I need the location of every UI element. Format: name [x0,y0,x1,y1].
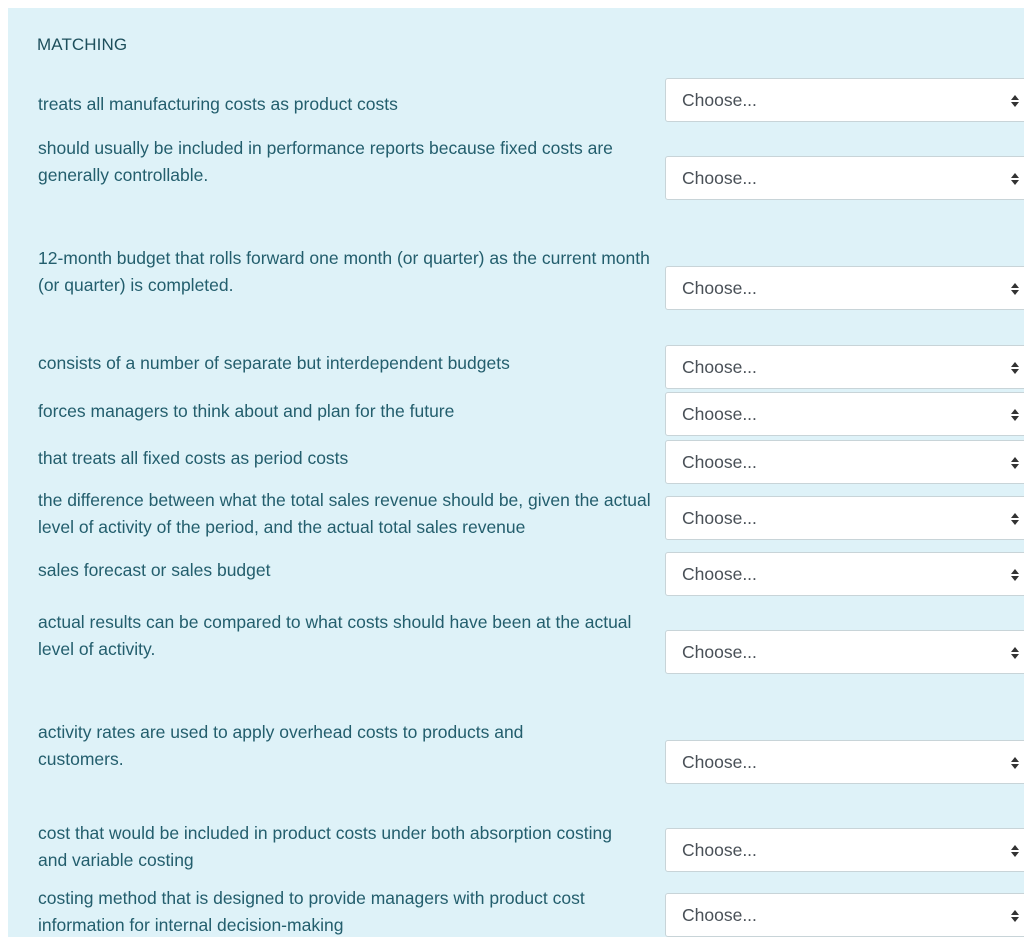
select-value: Choose... [682,168,757,188]
matching-question-panel [8,8,1024,937]
matching-item-text: treats all manufacturing costs as product costs [38,94,398,114]
select-caret-icon [1010,567,1020,583]
matching-answer-select[interactable] [665,440,1024,484]
select-caret-icon [1010,281,1020,297]
matching-item-text: actual results can be compared to what costs should have been at the actual level of activity. [38,612,632,659]
select-caret-icon [1010,407,1020,423]
matching-answer-select[interactable] [665,266,1024,310]
matching-answer-select[interactable] [665,893,1024,937]
select-value: Choose... [682,404,757,424]
matching-answer-select[interactable] [665,78,1024,122]
select-caret-icon [1010,93,1020,109]
select-caret-icon [1010,511,1020,527]
matching-answer-select[interactable] [665,740,1024,784]
select-caret-icon [1010,755,1020,771]
matching-answer-select[interactable] [665,828,1024,872]
matching-item-text: activity rates are used to apply overhead costs to products and customers. [38,722,524,769]
select-caret-icon [1010,360,1020,376]
select-value: Choose... [682,840,757,860]
matching-answer-select[interactable] [665,345,1024,389]
select-caret-icon [1010,171,1020,187]
matching-item-text: that treats all fixed costs as period costs [38,448,349,468]
select-caret-icon [1010,645,1020,661]
select-value: Choose... [682,452,757,472]
select-value: Choose... [682,357,757,377]
select-value: Choose... [682,642,757,662]
select-caret-icon [1010,455,1020,471]
select-caret-icon [1010,843,1020,859]
matching-item-text: costing method that is designed to provide managers with product cost information for internal decision-making [38,888,585,935]
matching-answer-select[interactable] [665,552,1024,596]
matching-answer-select[interactable] [665,392,1024,436]
matching-answer-select[interactable] [665,630,1024,674]
select-caret-icon [1010,908,1020,924]
select-value: Choose... [682,752,757,772]
matching-answer-select[interactable] [665,496,1024,540]
select-value: Choose... [682,508,757,528]
matching-item-text: should usually be included in performance reports because fixed costs are generally controllable. [38,138,613,185]
matching-item-text: cost that would be included in product costs under both absorption costing and variable costing [38,823,612,870]
select-value: Choose... [682,564,757,584]
select-value: Choose... [682,278,757,298]
matching-item-text: forces managers to think about and plan for the future [38,401,455,421]
matching-item-text: consists of a number of separate but interdependent budgets [38,353,510,373]
select-value: Choose... [682,90,757,110]
matching-item-text: 12-month budget that rolls forward one month (or quarter) as the current month (or quarter) is completed. [38,248,650,295]
matching-item-text: sales forecast or sales budget [38,560,271,580]
question-heading: MATCHING [37,35,128,54]
matching-answer-select[interactable] [665,156,1024,200]
select-value: Choose... [682,905,757,925]
matching-item-text: the difference between what the total sales revenue should be, given the actual level of activity of the period, and the actual total sales revenue [38,490,651,537]
